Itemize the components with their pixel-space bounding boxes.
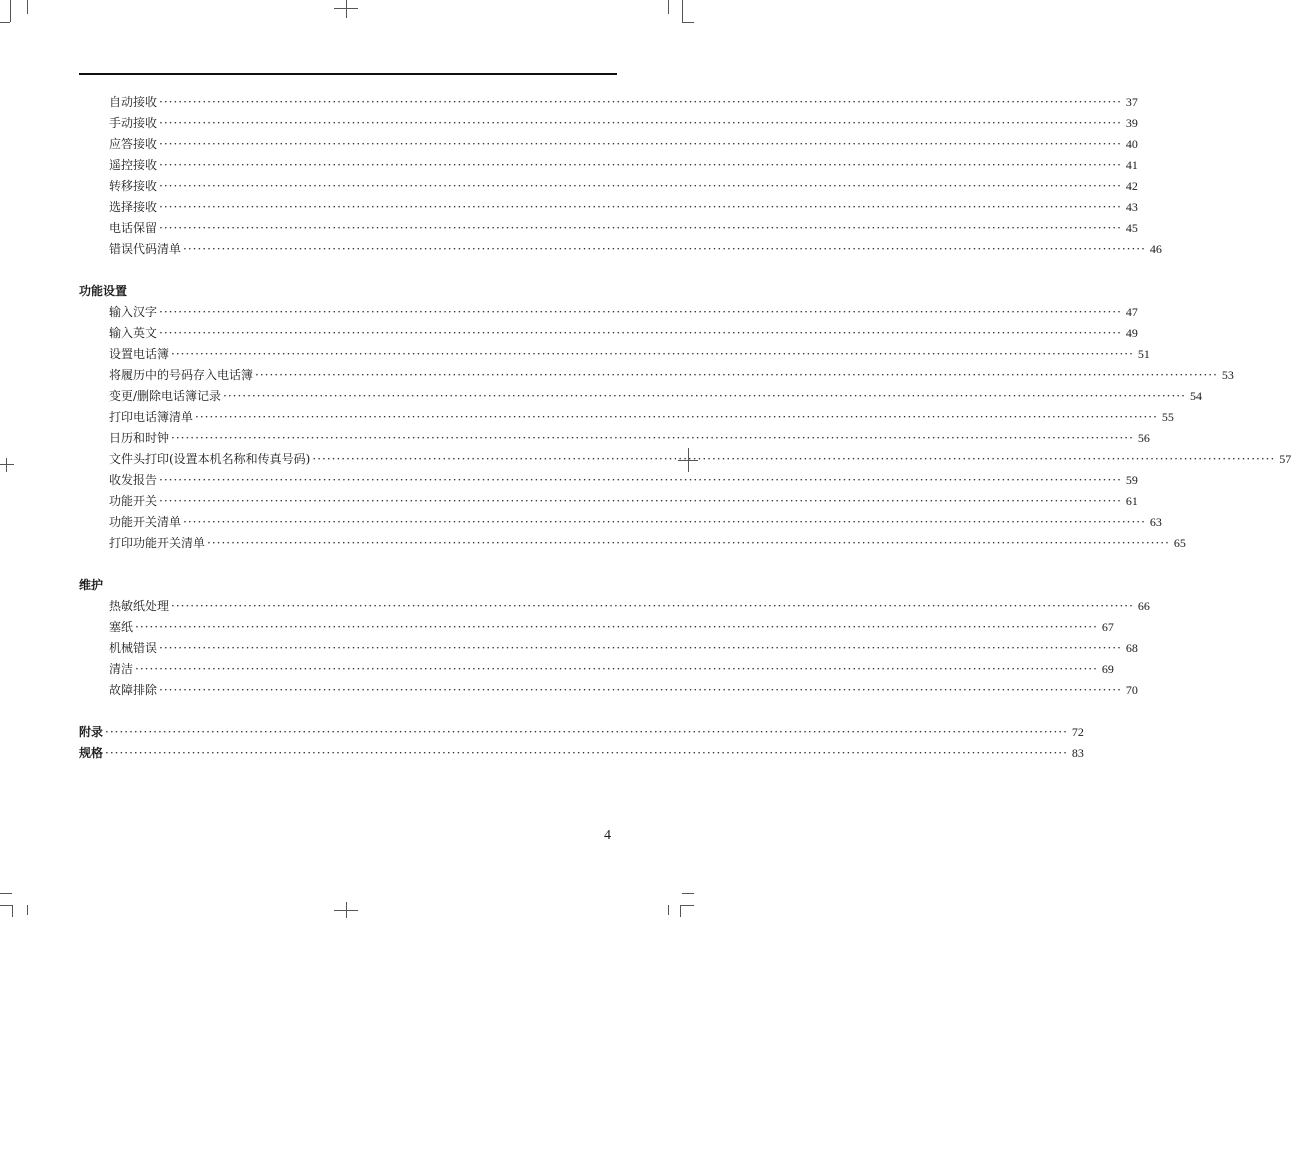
toc-entry-label: 自动接收 xyxy=(109,95,158,109)
toc-entry-page: 72 xyxy=(1071,725,1084,739)
toc-entry-page: 41 xyxy=(1125,158,1138,172)
toc-entry-label: 输入汉字 xyxy=(109,305,158,319)
toc-entry-label: 错误代码清单 xyxy=(109,242,182,256)
dot-leader: ········································································································································································································ xyxy=(171,599,1134,613)
toc-entry xyxy=(79,134,1138,155)
crop-mark xyxy=(668,905,669,915)
crop-mark xyxy=(346,0,347,18)
toc-entry-label: 手动接收 xyxy=(109,116,158,130)
dot-leader: ········································································································································································································ xyxy=(207,536,1170,550)
crop-mark xyxy=(680,905,681,917)
dot-leader: ········································································································································································································ xyxy=(105,746,1068,760)
toc-entry-page: 70 xyxy=(1125,683,1138,697)
toc-entry xyxy=(79,722,1084,743)
dot-leader: ········································································································································································································ xyxy=(159,116,1122,130)
toc-entry xyxy=(79,176,1138,197)
toc-entry-page: 61 xyxy=(1125,494,1138,508)
dot-leader: ········································································································································································································ xyxy=(159,137,1122,151)
toc-entry-page: 63 xyxy=(1149,515,1162,529)
toc-entry-label: 遥控接收 xyxy=(109,158,158,172)
toc-entry-page: 55 xyxy=(1161,410,1174,424)
dot-leader: ········································································································································································································ xyxy=(255,368,1218,382)
toc-entry-label: 变更/删除电话簿记录 xyxy=(109,389,222,403)
toc-entry-label: 输入英文 xyxy=(109,326,158,340)
toc-entry xyxy=(79,386,1202,407)
toc-entry-page: 56 xyxy=(1137,431,1150,445)
toc-entry-page: 45 xyxy=(1125,221,1138,235)
dot-leader: ········································································································································································································ xyxy=(135,620,1098,634)
crop-mark xyxy=(0,464,14,465)
toc-entry-label: 收发报告 xyxy=(109,473,158,487)
toc-entry-label: 功能开关清单 xyxy=(109,515,182,529)
toc-entry xyxy=(79,533,1186,554)
toc-entry-page: 83 xyxy=(1071,746,1084,760)
toc-entry-page: 37 xyxy=(1125,95,1138,109)
crop-mark xyxy=(27,0,28,14)
dot-leader: ········································································································································································································ xyxy=(183,515,1146,529)
dot-leader: ········································································································································································································ xyxy=(135,662,1098,676)
toc-entry-label: 规格 xyxy=(79,746,104,760)
toc-entry-page: 40 xyxy=(1125,137,1138,151)
crop-mark xyxy=(668,0,669,14)
toc-entry xyxy=(79,113,1138,134)
crop-mark xyxy=(6,458,7,472)
toc-entry-label: 文件头打印(设置本机名称和传真号码) xyxy=(109,452,311,466)
toc-entry xyxy=(79,638,1138,659)
toc-entry xyxy=(79,407,1174,428)
dot-leader: ········································································································································································································ xyxy=(312,452,1276,466)
crop-mark xyxy=(27,905,28,915)
toc-entry-page: 43 xyxy=(1125,200,1138,214)
toc-entry-page: 66 xyxy=(1137,599,1150,613)
toc-entry-page: 42 xyxy=(1125,179,1138,193)
toc-entry-label: 打印功能开关清单 xyxy=(109,536,206,550)
dot-leader: ········································································································································································································ xyxy=(159,221,1122,235)
table-of-contents xyxy=(79,92,1291,764)
toc-entry-label: 日历和时钟 xyxy=(109,431,170,445)
dot-leader: ········································································································································································································ xyxy=(223,389,1186,403)
toc-entry xyxy=(79,491,1138,512)
toc-entry-page: 68 xyxy=(1125,641,1138,655)
toc-entry-page: 46 xyxy=(1149,242,1162,256)
crop-mark xyxy=(10,0,11,22)
toc-entry xyxy=(79,428,1150,449)
dot-leader: ········································································································································································································ xyxy=(159,473,1122,487)
toc-entry-page: 39 xyxy=(1125,116,1138,130)
dot-leader: ········································································································································································································ xyxy=(159,326,1122,340)
toc-entry xyxy=(79,680,1138,701)
crop-mark xyxy=(682,22,694,23)
toc-entry xyxy=(79,512,1162,533)
toc-entry-label: 转移接收 xyxy=(109,179,158,193)
dot-leader: ········································································································································································································ xyxy=(171,347,1134,361)
toc-entry-label: 清洁 xyxy=(109,662,134,676)
dot-leader: ········································································································································································································ xyxy=(159,158,1122,172)
dot-leader: ········································································································································································································ xyxy=(171,431,1134,445)
crop-mark xyxy=(12,905,13,917)
toc-entry xyxy=(79,155,1138,176)
dot-leader: ········································································································································································································ xyxy=(159,95,1122,109)
toc-entry xyxy=(79,92,1138,113)
dot-leader: ········································································································································································································ xyxy=(159,494,1122,508)
toc-entry-page: 53 xyxy=(1221,368,1234,382)
toc-entry xyxy=(79,323,1138,344)
dot-leader: ········································································································································································································ xyxy=(159,305,1122,319)
crop-mark xyxy=(0,22,10,23)
toc-entry-page: 51 xyxy=(1137,347,1150,361)
dot-leader: ········································································································································································································ xyxy=(159,683,1122,697)
toc-entry-label: 应答接收 xyxy=(109,137,158,151)
toc-entry xyxy=(79,449,1291,470)
toc-entry xyxy=(79,239,1162,260)
dot-leader: ········································································································································································································ xyxy=(105,725,1068,739)
toc-entry-label: 塞纸 xyxy=(109,620,134,634)
dot-leader: ········································································································································································································ xyxy=(195,410,1158,424)
toc-entry-page: 47 xyxy=(1125,305,1138,319)
toc-entry xyxy=(79,596,1150,617)
crop-mark xyxy=(334,910,358,911)
toc-entry-label: 热敏纸处理 xyxy=(109,599,170,613)
crop-mark xyxy=(334,8,358,9)
toc-entry-page: 54 xyxy=(1189,389,1202,403)
dot-leader: ········································································································································································································ xyxy=(159,641,1122,655)
toc-entry xyxy=(79,470,1138,491)
toc-entry-page: 67 xyxy=(1101,620,1114,634)
toc-entry-label: 将履历中的号码存入电话簿 xyxy=(109,368,254,382)
header-rule xyxy=(79,73,617,75)
toc-entry-page: 69 xyxy=(1101,662,1114,676)
toc-entry xyxy=(79,218,1138,239)
dot-leader: ········································································································································································································ xyxy=(159,200,1122,214)
section-heading: 维护 xyxy=(79,578,104,592)
dot-leader: ········································································································································································································ xyxy=(159,179,1122,193)
toc-entry xyxy=(79,197,1138,218)
toc-entry xyxy=(79,302,1138,323)
dot-leader: ········································································································································································································ xyxy=(183,242,1146,256)
toc-entry-label: 电话保留 xyxy=(109,221,158,235)
toc-entry xyxy=(79,743,1084,764)
crop-mark xyxy=(0,893,12,894)
page-number: 4 xyxy=(604,828,611,843)
crop-mark xyxy=(680,905,694,906)
toc-entry xyxy=(79,344,1150,365)
toc-entry-label: 故障排除 xyxy=(109,683,158,697)
toc-entry-label: 打印电话簿清单 xyxy=(109,410,194,424)
section-heading: 功能设置 xyxy=(79,284,128,298)
toc-entry-page: 59 xyxy=(1125,473,1138,487)
toc-entry-page: 57 xyxy=(1279,452,1291,466)
toc-entry xyxy=(79,617,1114,638)
crop-mark xyxy=(682,893,694,894)
toc-entry-page: 65 xyxy=(1173,536,1186,550)
toc-entry xyxy=(79,659,1114,680)
crop-mark xyxy=(682,0,683,22)
toc-entry-label: 功能开关 xyxy=(109,494,158,508)
toc-entry-label: 选择接收 xyxy=(109,200,158,214)
toc-entry xyxy=(79,365,1234,386)
toc-entry-page: 49 xyxy=(1125,326,1138,340)
toc-entry-label: 设置电话簿 xyxy=(109,347,170,361)
crop-mark xyxy=(0,905,12,906)
toc-entry-label: 机械错误 xyxy=(109,641,158,655)
toc-entry-label: 附录 xyxy=(79,725,104,739)
